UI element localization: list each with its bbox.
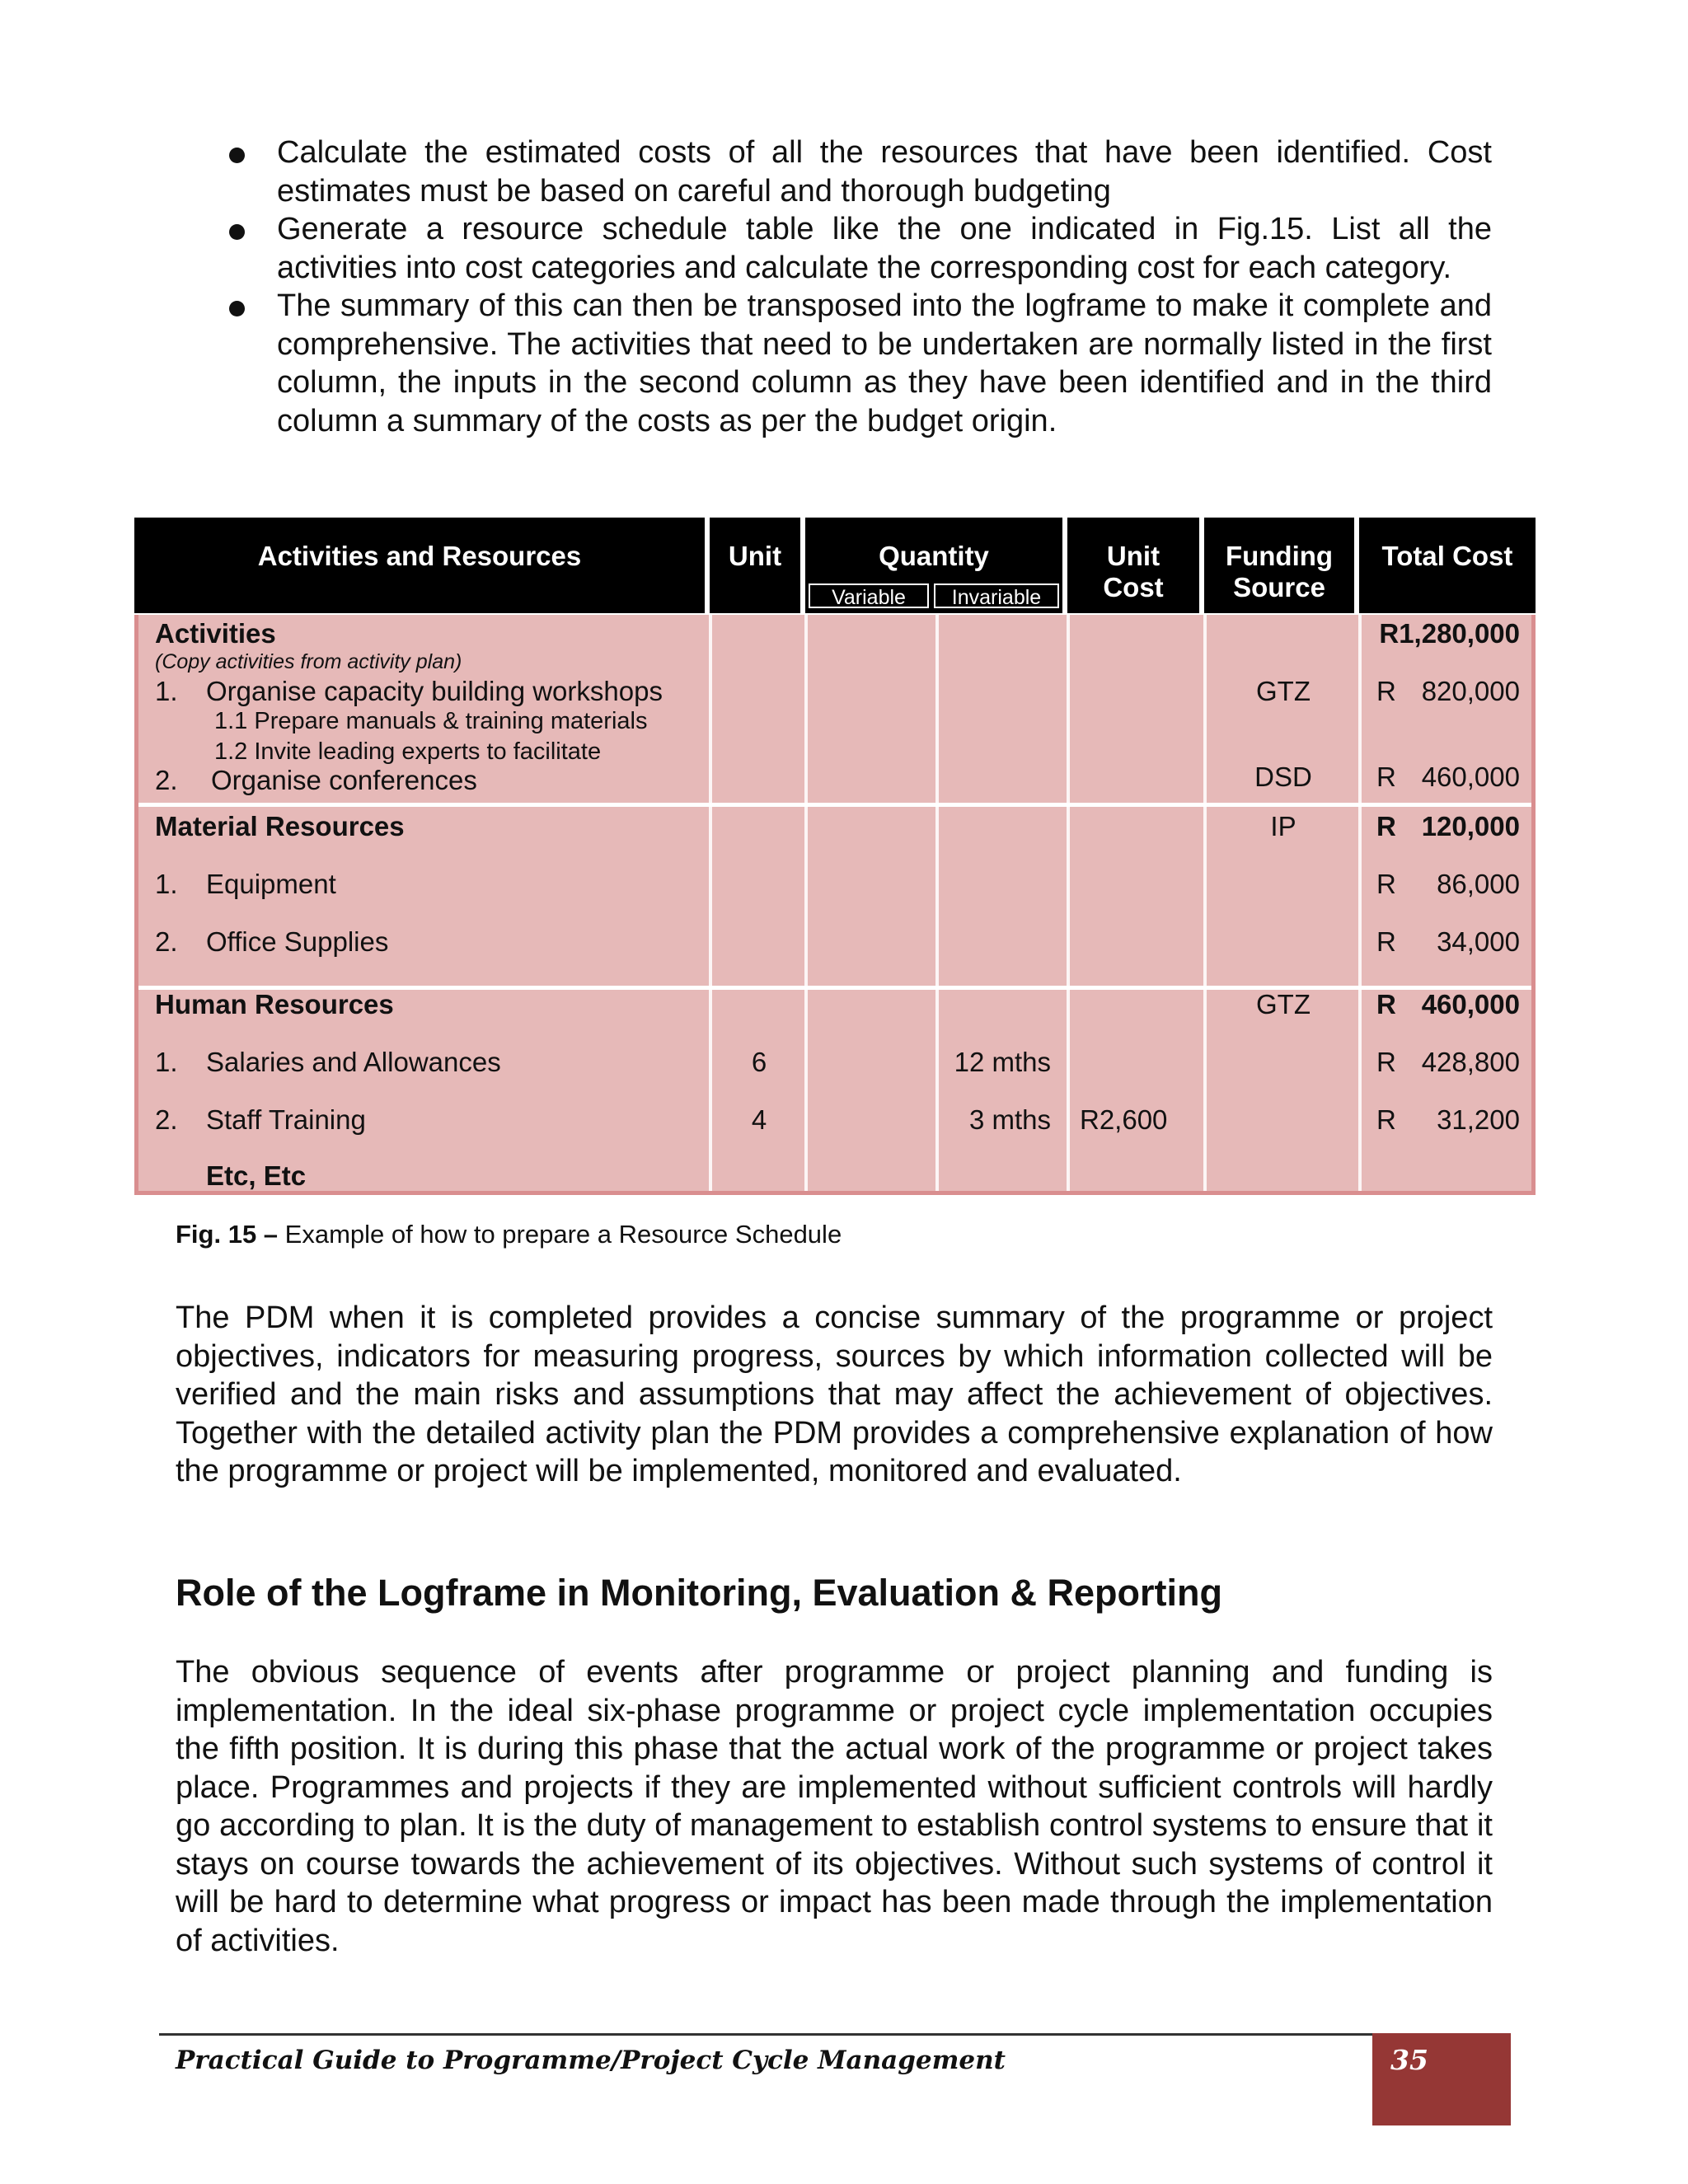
activity-1-2: 1.2 Invite leading experts to facilitate	[214, 738, 602, 765]
header-unit-cost-line2: Cost	[1103, 572, 1164, 602]
human-1-label: Salaries and Allowances	[206, 1047, 501, 1077]
human-section-title: Human Resources	[155, 989, 394, 1019]
column-divider	[1203, 615, 1207, 1191]
paragraph-pdm: The PDM when it is completed provides a concise summary of the programme or project objectives, indicators for measuring progress, sources by which information collected will be verified and the main risks and assumptions that may affect the achievement of objectives. Together with the detailed activity plan the PDM provides a comprehensive explanation of how the programme or project will be implemented, monitored and evaluated.	[176, 1301, 1493, 1488]
activity-2-label: Organise conferences	[211, 765, 477, 795]
bullet-item	[223, 210, 1492, 287]
material-1-number: 1.	[155, 869, 178, 899]
caption-text: Example of how to prepare a Resource Schedule	[284, 1220, 842, 1249]
human-2-invariable: 3 mths	[968, 1104, 1051, 1135]
activity-2-amount: 460,000	[1421, 762, 1520, 792]
activity-1-funding: GTZ	[1256, 676, 1311, 706]
header-funding-line1: Funding	[1225, 541, 1334, 571]
header-quantity: Quantity	[879, 541, 989, 571]
human-1-currency: R	[1376, 1047, 1396, 1077]
bullet-text: The summary of this can then be transposed into the logframe to make it complete and comprehensive. The activities that need to be undertaken are normally listed in the first column, the inputs in the second column as they have been identified and in the third column a summary of the costs as per the budget origin.	[277, 288, 1492, 438]
activities-section-title: Activities	[155, 618, 276, 649]
activity-2-currency: R	[1376, 762, 1396, 792]
material-2-currency: R	[1376, 926, 1396, 957]
activities-note: (Copy activities from activity plan)	[155, 650, 462, 673]
activity-2-funding: DSD	[1254, 762, 1312, 792]
bullet-text: Calculate the estimated costs of all the resources that have been identified. Cost estimates must be based on careful and thorough budgeting	[277, 135, 1492, 209]
human-2-amount: 31,200	[1437, 1104, 1520, 1135]
footer-divider	[159, 2033, 1511, 2036]
bullet-dot-icon	[229, 148, 245, 163]
caption-label: Fig. 15 –	[176, 1220, 279, 1249]
header-unit: Unit	[728, 541, 782, 571]
activity-1-label: Organise capacity building workshops	[206, 676, 663, 706]
human-2-number: 2.	[155, 1104, 178, 1135]
activity-1-number: 1.	[155, 676, 178, 706]
material-1-amount: 86,000	[1437, 869, 1520, 899]
header-unit-cost-line1: Unit	[1106, 541, 1160, 571]
human-funding: GTZ	[1256, 989, 1311, 1019]
header-invariable: Invariable	[934, 583, 1059, 608]
human-1-invariable: 12 mths	[954, 1047, 1051, 1077]
human-2-label: Staff Training	[206, 1104, 366, 1135]
human-1-amount: 428,800	[1421, 1047, 1520, 1077]
activity-1-1: 1.1 Prepare manuals & training materials	[214, 708, 648, 734]
etc-row: Etc, Etc	[206, 1160, 307, 1191]
resource-schedule-table	[134, 518, 1536, 1195]
bullet-item	[223, 287, 1492, 440]
page-number: 35	[1372, 2033, 1511, 2125]
bullet-text: Generate a resource schedule table like the one indicated in Fig.15. List all the activities into cost categories and calculate the corresponding cost for each category.	[277, 212, 1492, 285]
bullet-dot-icon	[229, 224, 245, 240]
activity-1-amount: 820,000	[1421, 676, 1520, 706]
material-1-currency: R	[1376, 869, 1396, 899]
bullet-list	[223, 134, 1492, 440]
header-variable: Variable	[809, 583, 929, 608]
material-2-amount: 34,000	[1437, 926, 1520, 957]
paragraph-implementation: The obvious sequence of events after programme or project planning and funding is implementation. In the ideal six-phase programme or project cycle implementation occupies the fifth position. It is during this phase that the actual work of the programme or project takes place. Programmes and projects if they are implemented without sufficient controls will hardly go according to plan. It is the duty of management to establish control systems to ensure that it stays on course towards the achievement of its objectives. Without such systems of control it will be hard to determine what progress or impact has been made through the implementation of activities.	[176, 1655, 1493, 1958]
table-header	[134, 518, 1536, 613]
material-funding: IP	[1270, 811, 1296, 841]
table-body	[134, 615, 1536, 1195]
material-currency: R	[1376, 811, 1396, 841]
human-1-unit: 6	[751, 1047, 767, 1077]
material-1-label: Equipment	[206, 869, 336, 899]
activity-2-number: 2.	[155, 765, 178, 795]
material-total: 120,000	[1421, 811, 1520, 841]
footer-title: Practical Guide to Programme/Project Cycle Management	[176, 2046, 1006, 2075]
material-section-title: Material Resources	[155, 811, 405, 841]
column-divider	[709, 615, 712, 1191]
material-2-label: Office Supplies	[206, 926, 389, 957]
header-funding-line2: Source	[1233, 572, 1325, 602]
human-total: 460,000	[1421, 989, 1520, 1019]
column-divider	[1067, 615, 1070, 1191]
activity-1-currency: R	[1376, 676, 1396, 706]
column-divider	[1358, 615, 1362, 1191]
column-divider	[804, 615, 808, 1191]
section-heading: Role of the Logframe in Monitoring, Evaluation & Reporting	[176, 1572, 1222, 1614]
figure-caption	[176, 1220, 842, 1249]
human-2-currency: R	[1376, 1104, 1396, 1135]
human-currency: R	[1376, 989, 1396, 1019]
bullet-dot-icon	[229, 301, 245, 316]
section-divider	[138, 803, 1531, 807]
human-2-unit: 4	[751, 1104, 767, 1135]
human-1-number: 1.	[155, 1047, 178, 1077]
activities-total: R1,280,000	[1379, 618, 1520, 649]
material-2-number: 2.	[155, 926, 178, 957]
human-2-unit-cost: R2,600	[1080, 1104, 1168, 1135]
header-activities: Activities and Resources	[257, 541, 582, 571]
header-total-cost: Total Cost	[1381, 541, 1513, 571]
bullet-item	[223, 134, 1492, 210]
